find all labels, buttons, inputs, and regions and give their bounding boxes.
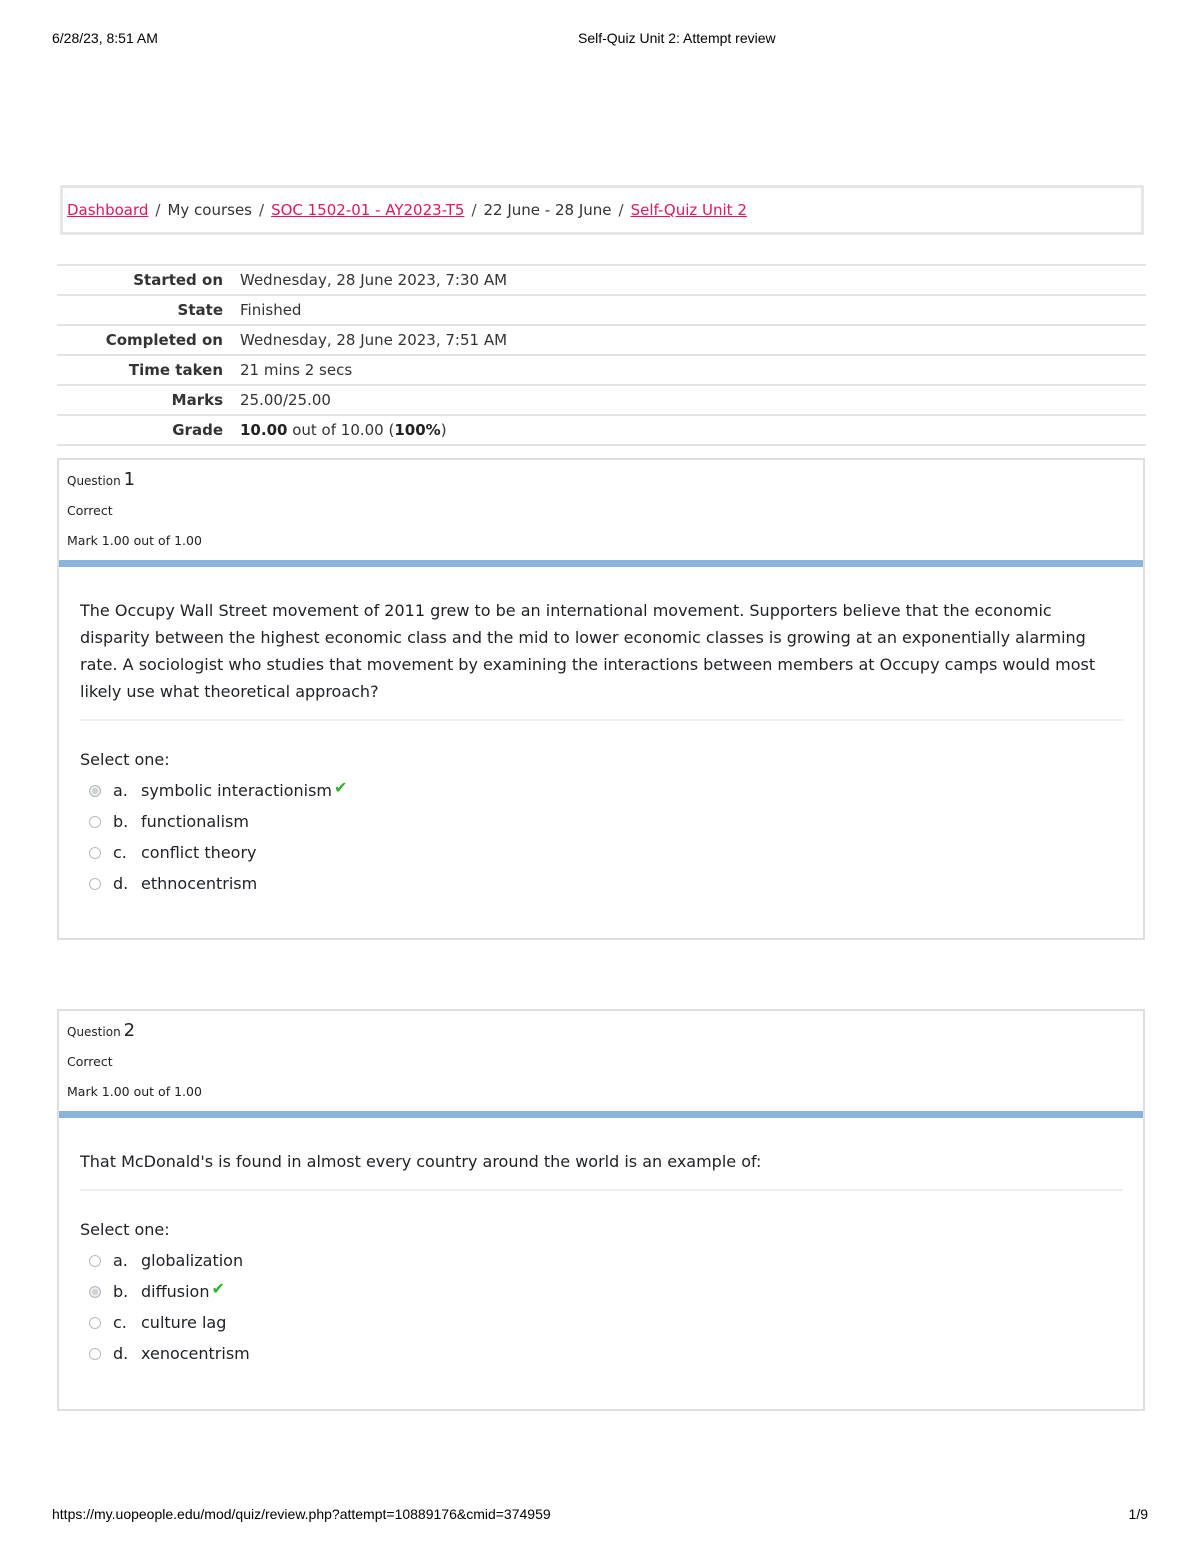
question-content [59,1118,1143,1369]
summary-value: Finished [240,301,302,319]
question-content [59,567,1143,899]
radio-button-selected[interactable] [89,1286,101,1298]
breadcrumb-dashboard-link[interactable]: Dashboard [67,201,149,219]
question-info [59,1011,1143,1111]
question-info [59,460,1143,560]
grade-out-of: out of 10.00 ( [287,421,395,439]
question-number-value: 2 [123,1020,136,1041]
option-text: culture lag [141,1313,227,1332]
option-text: conflict theory [141,843,257,862]
breadcrumb-my-courses: My courses [167,201,252,219]
question-header-bar [59,560,1143,567]
grade-percent: 100% [394,421,441,439]
option-letter: c. [113,1313,127,1332]
summary-row-started [57,266,1146,296]
option-text: functionalism [141,812,249,831]
answer-options [80,1245,1123,1369]
option-text: diffusion [141,1282,210,1301]
option-letter: b. [113,812,129,831]
answer-option-d[interactable] [80,1338,1123,1369]
print-url: https://my.uopeople.edu/mod/quiz/review.php?attempt=10889176&cmid=374959 [52,1506,551,1522]
grade-close: ) [440,421,447,439]
question-1 [57,458,1145,940]
option-letter: a. [113,1251,128,1270]
question-2 [57,1009,1145,1411]
summary-value: 21 mins 2 secs [240,361,353,379]
radio-button[interactable] [89,816,101,828]
question-grade: Mark 1.00 out of 1.00 [67,1084,202,1099]
divider [80,719,1123,721]
summary-row-state [57,296,1146,326]
summary-row-grade [57,416,1146,446]
option-text: globalization [141,1251,244,1270]
answer-option-d[interactable] [80,868,1123,899]
radio-button-selected[interactable] [89,785,101,797]
grade-score: 10.00 [240,421,288,439]
print-header [52,30,1148,50]
answer-options [80,775,1123,899]
check-icon: ✔ [211,1279,225,1298]
summary-row-time-taken [57,356,1146,386]
select-one-prompt: Select one: [80,750,170,769]
question-state: Correct [67,503,113,518]
summary-label: Started on [133,271,223,289]
option-text: xenocentrism [141,1344,250,1363]
summary-value: 25.00/25.00 [240,391,331,409]
print-page-number: 1/9 [1128,1506,1148,1522]
radio-button[interactable] [89,847,101,859]
question-grade: Mark 1.00 out of 1.00 [67,533,202,548]
summary-label: Time taken [128,361,223,379]
answer-option-c[interactable] [80,1307,1123,1338]
question-header-bar [59,1111,1143,1118]
breadcrumb [60,185,1144,235]
radio-button[interactable] [89,878,101,890]
breadcrumb-quiz-link[interactable]: Self-Quiz Unit 2 [630,201,747,219]
question-text: That McDonald's is found in almost every country around the world is an example of: [80,1152,762,1171]
answer-option-b[interactable] [80,806,1123,837]
print-footer [52,1506,1148,1526]
summary-row-completed [57,326,1146,356]
question-state: Correct [67,1054,113,1069]
question-label: Question [67,1025,121,1039]
radio-button[interactable] [89,1317,101,1329]
breadcrumb-week: 22 June - 28 June [483,201,612,219]
breadcrumb-separator: / [259,201,265,219]
summary-row-marks [57,386,1146,416]
option-text: ethnocentrism [141,874,258,893]
radio-button[interactable] [89,1255,101,1267]
answer-option-a[interactable] [80,1245,1123,1276]
question-number [67,1020,135,1041]
summary-value: Wednesday, 28 June 2023, 7:51 AM [240,331,508,349]
option-letter: d. [113,874,129,893]
answer-option-c[interactable] [80,837,1123,868]
option-letter: a. [113,781,128,800]
answer-option-b[interactable] [80,1276,1123,1307]
question-number [67,469,135,490]
breadcrumb-separator: / [471,201,477,219]
summary-value: Wednesday, 28 June 2023, 7:30 AM [240,271,508,289]
question-label: Question [67,474,121,488]
radio-button[interactable] [89,1348,101,1360]
question-text: The Occupy Wall Street movement of 2011 grew to be an international movement. Supporters believe that the economic disparity between the highest economic class and the mid to lower economic classes is growing at an exponentially alarming rate. A sociologist who studies that movement by examining the interactions between members at Occupy camps would most likely use what theoretical approach? [80,601,1096,701]
summary-label: Marks [171,391,223,409]
breadcrumb-separator: / [155,201,161,219]
summary-label: Grade [172,421,223,439]
breadcrumb-course-link[interactable]: SOC 1502-01 - AY2023-T5 [271,201,465,219]
check-icon: ✔ [334,778,348,797]
breadcrumb-separator: / [618,201,624,219]
answer-option-a[interactable] [80,775,1123,806]
summary-label: Completed on [105,331,223,349]
print-date: 6/28/23, 8:51 AM [52,30,158,46]
summary-value [240,421,447,439]
summary-label: State [177,301,223,319]
attempt-summary-table [57,264,1146,446]
question-number-value: 1 [123,469,136,490]
select-one-prompt: Select one: [80,1220,170,1239]
option-text: symbolic interactionism [141,781,333,800]
option-letter: b. [113,1282,129,1301]
option-letter: c. [113,843,127,862]
print-title: Self-Quiz Unit 2: Attempt review [578,30,776,46]
option-letter: d. [113,1344,129,1363]
divider [80,1189,1123,1191]
